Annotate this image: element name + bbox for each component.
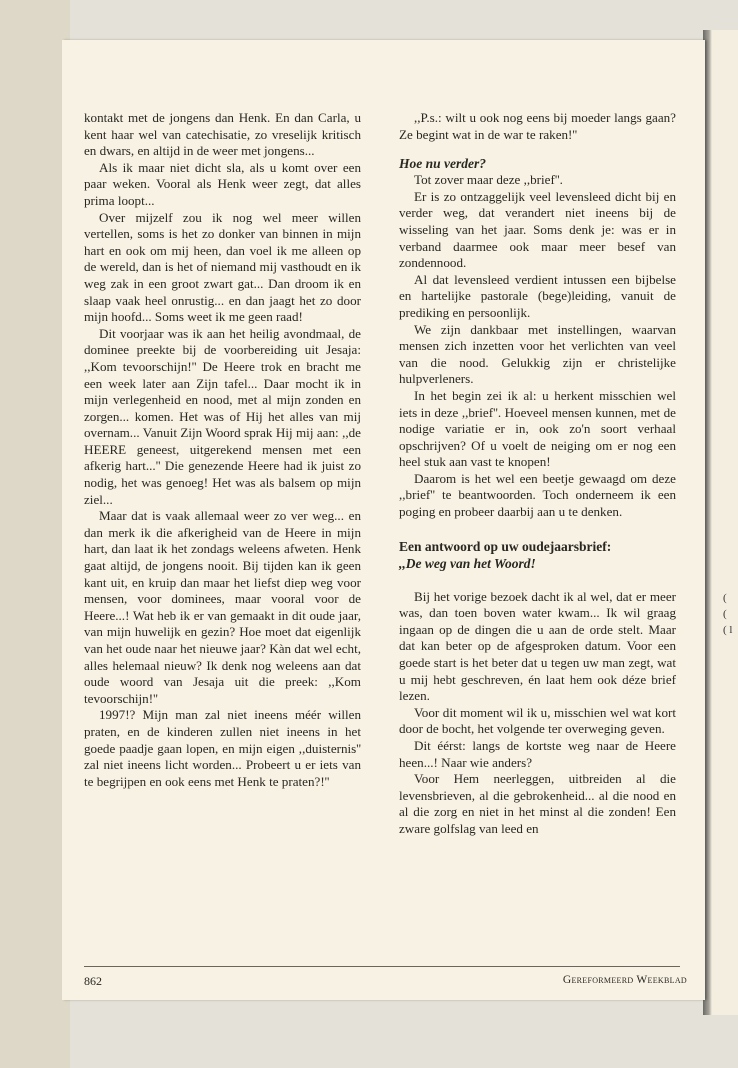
paragraph: Al dat levensleed verdient intussen een bijbelse en hartelijke pastorale (bege)leiding, vanuit de prediking en persoonlijk. bbox=[399, 271, 676, 320]
paragraph: Dit voorjaar was ik aan het heilig avondmaal, de dominee preekte bij de voorbereiding uit Jesaja: ,,Kom tevoorschijn!'' De Heere trok en bracht me een week later aan Zijn tafel... Daar mocht ik in mijn verlegenheid en nood, met al mijn zonden en zorgen... komen. Het was of Hij het alles van mij overnam... Vanuit Zijn Woord sprak Hij mij aan: ,,de HEERE geneest, uitgerekend mensen met een afkerig hart...'' Die genezende Heere had ik juist zo nodig, het was genoeg! Het was als balsem op mijn ziel... bbox=[84, 325, 361, 507]
facing-page-fragments: ( ( ( l bbox=[723, 592, 733, 636]
page-number: 862 bbox=[84, 974, 102, 988]
paragraph: Voor dit moment wil ik u, misschien wel wat kort door de bocht, het volgende ter overweging geven. bbox=[399, 704, 676, 737]
section-heading: Hoe nu verder? bbox=[399, 156, 486, 172]
postscript-paragraph: ,,P.s.: wilt u ook nog eens bij moeder langs gaan? Ze begint wat in de war te raken!'' bbox=[399, 110, 676, 142]
paragraph: We zijn dankbaar met instellingen, waarvan mensen zich inzetten voor het verlichten van veel van die nood. Gelukkig zijn er christelijke hulpverleners. bbox=[399, 321, 676, 387]
section-heading: Een antwoord op uw oudejaarsbrief: bbox=[399, 538, 612, 554]
paragraph: Bij het vorige bezoek dacht ik al wel, dat er meer was, dan toen boven water kwam... Ik wil graag ingaan op de dingen die u aan de orde stelt. Maar dat kan beter op de afgesproken datum. Voor een goede start is het beter dat u tegen uw man zegt, wat u mij hebt geschreven, én laat hem ook déze brief lezen. bbox=[399, 588, 676, 704]
paragraph: Dit éérst: langs de kortste weg naar de Heere heen...! Naar wie anders? bbox=[399, 738, 676, 770]
paragraph: In het begin zei ik al: u herkent misschien wel iets in deze ,,brief''. Hoeveel mensen kunnen, met de nodige variatie er in, ook zo'n soort verhaal opschrijven? Of u voelt de neiging om er nog een heel stuk aan vast te knopen! bbox=[399, 387, 676, 470]
left-column bbox=[84, 110, 361, 790]
paragraph: Als ik maar niet dicht sla, als u komt over een paar weken. Vooral als Henk weer zegt, dat alles prima loopt... bbox=[84, 159, 361, 208]
paragraph: Tot zover maar deze ,,brief''. bbox=[414, 172, 563, 188]
paragraph: Voor Hem neerleggen, uitbreiden al die levensbrieven, al die gebrokenheid... al die nood en al die zorg en niet in het minst al die zonden! Een zware golfslag van leed en bbox=[399, 771, 676, 836]
paragraph: Daarom is het wel een beetje gewaagd om deze ,,brief'' te beantwoorden. Toch onderneem ik een poging en probeer daarbij aan u te denken. bbox=[399, 470, 676, 520]
left-scan-margin bbox=[0, 0, 70, 1068]
running-title: Gereformeerd Weekblad bbox=[562, 974, 687, 986]
paragraph: kontakt met de jongens dan Henk. En dan Carla, u kent haar wel van catechisatie, zo vreselijk kritisch en dwars, en altijd in de weer met jongens... bbox=[84, 110, 361, 159]
right-column bbox=[399, 110, 676, 838]
facing-page-edge bbox=[703, 30, 738, 1015]
paragraph: Er is zo ontzaggelijk veel levensleed dicht bij en verder weg, dat verandert niet ineens bij de wisseling van het jaar. Soms denk je: was er in verband daarmee ook maar meer besef van zondennood. bbox=[399, 188, 676, 271]
footer-rule bbox=[84, 966, 680, 967]
paragraph: Maar dat is vaak allemaal weer zo ver weg... en dan merk ik die afkerigheid van de Heere in mijn hart, dan laat ik het zondags weleens afweten. Henk gaat altijd, de jongens nooit. Bij tijden kan ik geen kant uit, en kruip dan maar het liefst diep weg voor mensen, voor dominees, maar vooral voor de Heere...! Wat heb ik er van gemaakt in dit oude jaar, van mijn huwelijk en gezin? Hoe moet dat eigenlijk van het oude naar het nieuwe jaar? Kàn dat wel echt, alles helemaal nieuw? Ik denk nog weleens aan dat oude woord van Jesaja uit die preek: ,,Kom tevoorschijn!'' bbox=[84, 508, 361, 706]
magazine-page bbox=[62, 40, 705, 1000]
paragraph: 1997!? Mijn man zal niet ineens méér willen praten, en de kinderen zullen niet ineens in het goede paadje gaan lopen, en mijn eigen ,,duisternis'' zal niet ineens licht worden... Probeert u er iets van te begrijpen en ook eens met Henk te praten?!'' bbox=[84, 707, 361, 789]
paragraph: Over mijzelf zou ik nog wel meer willen vertellen, soms is het zo donker van binnen in mijn hart en ook om mij heen, dan voel ik me alleen op de wereld, dan is het of niemand mij vasthoudt en ik weg zak in een groot zwart gat... Dan droom ik en slaap vaak heel onrustig... en dan jaagt het zo door mijn hoofd... Soms weet ik me geen raad! bbox=[84, 209, 361, 325]
section-subheading: ,,De weg van het Woord! bbox=[399, 555, 536, 571]
